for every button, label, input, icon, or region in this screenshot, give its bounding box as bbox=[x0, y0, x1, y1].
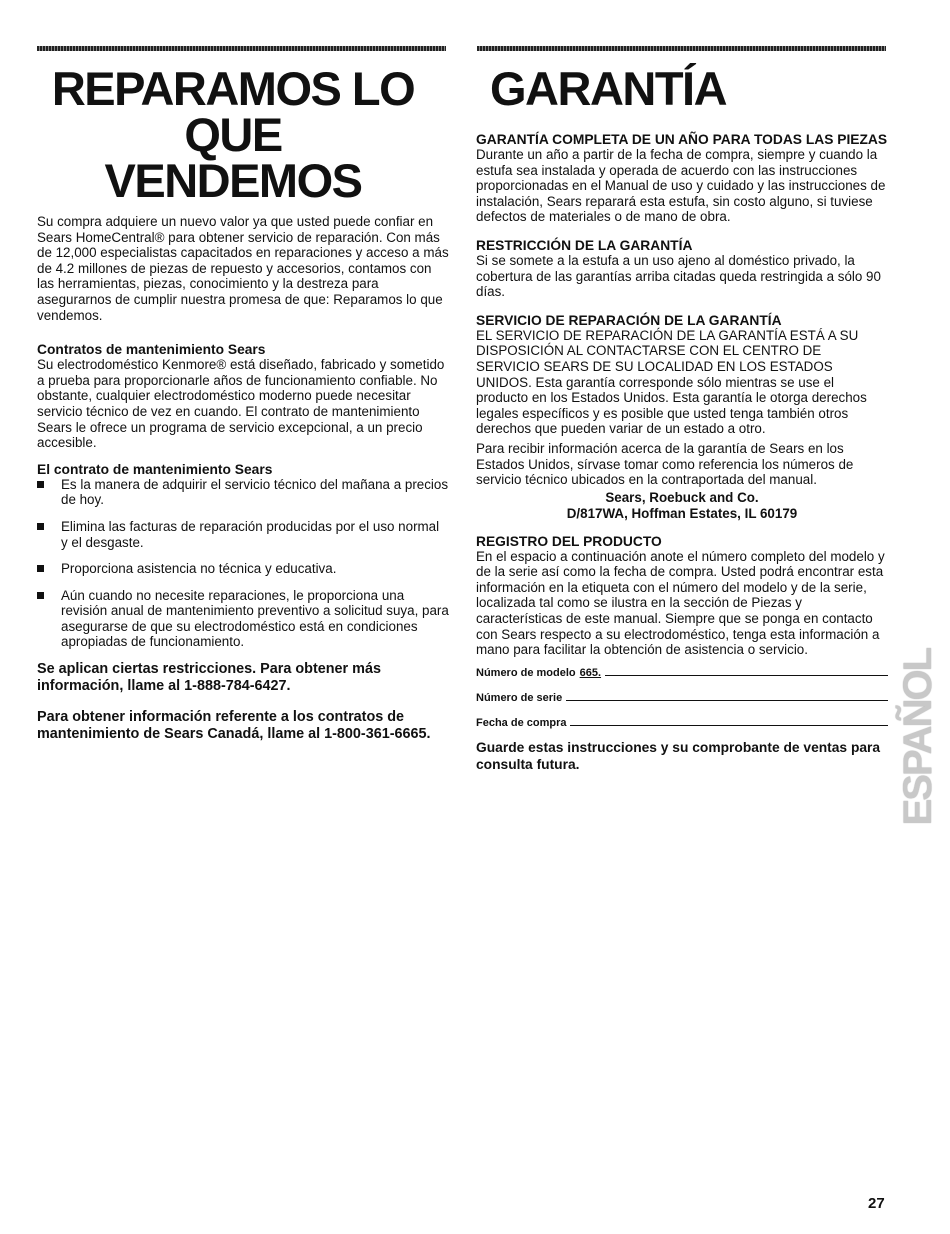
list-item bbox=[37, 561, 449, 577]
bullet-text: Proporciona asistencia no técnica y educativa. bbox=[61, 561, 337, 577]
warranty-title: GARANTÍA bbox=[490, 62, 727, 115]
keep-instructions-note: Guarde estas instrucciones y su comprobante de ventas para consulta futura. bbox=[476, 739, 881, 772]
restriction-paragraph: Si se somete a la estufa a un uso ajeno al doméstico privado, la cobertura de las garantías arriba citadas queda restringida a sólo 90 días. bbox=[476, 252, 881, 300]
model-number-prefix: 665. bbox=[579, 666, 602, 679]
intro-paragraph: Su compra adquiere un nuevo valor ya que usted puede confiar en Sears HomeCentral® para obtener servicio de reparación. Con más de 12,000 especialistas capacitados en reparaciones y acceso a más de 4.2 millones de piezas de repuesto y accesorios, contamos con las herramientas, piezas, conocimiento y la destreza para asegurarnos de cumplir nuestra promesa de que: Reparamos lo que vendemos. bbox=[37, 214, 449, 323]
bullet-square-icon bbox=[37, 592, 44, 599]
restrictions-note: Se aplican ciertas restricciones. Para obtener más información, llame al 1-888-784-6427. bbox=[37, 661, 381, 695]
list-item bbox=[37, 519, 449, 550]
service-paragraph-2: Para recibir información acerca de la garantía de Sears en los Estados Unidos, sírvase tomar como referencia los números de servicio técnico ubicados en la contraportada del manual. bbox=[476, 440, 854, 488]
bullet-square-icon bbox=[37, 565, 44, 572]
registration-heading: REGISTRO DEL PRODUCTO bbox=[476, 533, 662, 549]
purchase-date-label: Fecha de compra bbox=[476, 716, 567, 729]
canada-note: Para obtener información referente a los contratos de mantenimiento de Sears Canadá, llame al 1-800-361-6665. bbox=[37, 709, 431, 743]
serial-number-label: Número de serie bbox=[476, 691, 563, 704]
model-number-label: Número de modelo bbox=[476, 666, 576, 679]
purchase-date-line[interactable] bbox=[570, 724, 888, 726]
list-item bbox=[37, 588, 449, 650]
contracts-heading: Contratos de mantenimiento Sears bbox=[37, 342, 266, 358]
bullet-text: Elimina las facturas de reparación producidas por el uso normal y el desgaste. bbox=[61, 518, 440, 550]
bullet-square-icon bbox=[37, 481, 44, 488]
left-column bbox=[37, 56, 449, 743]
language-side-tab-label: ESPAÑOL bbox=[895, 648, 940, 826]
address-line-2: D/817WA, Hoffman Estates, IL 60179 bbox=[566, 505, 798, 521]
contract-bullet-list bbox=[37, 477, 449, 650]
repair-title-line2: VENDEMOS bbox=[104, 154, 362, 207]
bullet-text: Es la manera de adquirir el servicio técnico del mañana a precios de hoy. bbox=[61, 476, 449, 508]
full-warranty-paragraph: Durante un año a partir de la fecha de compra, siempre y cuando la estufa sea instalada y operada de acuerdo con las instrucciones proporcionadas en el Manual de uso y cuidado y las instrucciones de instalación, Sears reparará esta estufa, sin costo alguno, si tuviese defectos de materiales o de mano de obra. bbox=[476, 147, 886, 225]
serial-number-field[interactable] bbox=[476, 687, 888, 704]
contracts-paragraph: Su electrodoméstico Kenmore® está diseñado, fabricado y sometido a prueba para proporcionarle años de funcionamiento confiable. No obstante, cualquier electrodoméstico moderno puede necesitar servicio técnico de vez en cuando. El contrato de mantenimiento Sears le ofrece un programa de servicio excepcional, a un precio accesible. bbox=[37, 357, 445, 451]
restriction-heading: RESTRICCIÓN DE LA GARANTÍA bbox=[476, 237, 693, 253]
model-number-line[interactable] bbox=[605, 674, 888, 676]
contract-heading: El contrato de mantenimiento Sears bbox=[37, 461, 273, 477]
top-rule-left bbox=[37, 46, 446, 51]
repair-title-line1: REPARAMOS LO QUE bbox=[51, 62, 415, 161]
service-heading: SERVICIO DE REPARACIÓN DE LA GARANTÍA bbox=[476, 312, 782, 328]
purchase-date-field[interactable] bbox=[476, 712, 888, 729]
registration-paragraph: En el espacio a continuación anote el número completo del modelo y de la serie así como la fecha de compra. Usted podrá encontrar esta información en la etiqueta con el número del modelo y de la serie, localizada tal como se ilustra en la sección de Piezas y características de este manual. Siempre que se ponga en contacto con Sears respecto a su electrodoméstico, tenga esta información a mano para facilitar la obtención de asistencia o servicio. bbox=[476, 548, 885, 658]
full-warranty-heading: GARANTÍA COMPLETA DE UN AÑO PARA TODAS LAS PIEZAS bbox=[476, 132, 888, 147]
page-number: 27 bbox=[868, 1195, 885, 1212]
model-number-field[interactable] bbox=[476, 662, 888, 679]
service-paragraph-1: EL SERVICIO DE REPARACIÓN DE LA GARANTÍA ESTÁ A SU DISPOSICIÓN AL CONTACTARSE CON EL CENTRO DE SERVICIO SEARS DE SU LOCALIDAD EN LOS ESTADOS UNIDOS. Esta garantía corresponde sólo mientras se use el producto en los Estados Unidos. Esta garantía le otorga derechos legales específicos y es posible que usted tenga también otros derechos que pueden variar de un estado a otro. bbox=[476, 327, 867, 437]
address-line-1: Sears, Roebuck and Co. bbox=[605, 489, 759, 505]
bullet-text: Aún cuando no necesite reparaciones, le proporciona una revisión anual de mantenimiento preventivo a solicitud suya, para asegurarse de que su electrodoméstico está en condiciones apropiadas de funcionamiento. bbox=[61, 587, 449, 650]
repair-title bbox=[37, 62, 449, 207]
top-rule-right bbox=[477, 46, 886, 51]
right-column bbox=[476, 56, 888, 773]
list-item bbox=[37, 477, 449, 508]
language-side-tab bbox=[896, 642, 940, 832]
serial-number-line[interactable] bbox=[566, 699, 888, 701]
bullet-square-icon bbox=[37, 523, 44, 530]
